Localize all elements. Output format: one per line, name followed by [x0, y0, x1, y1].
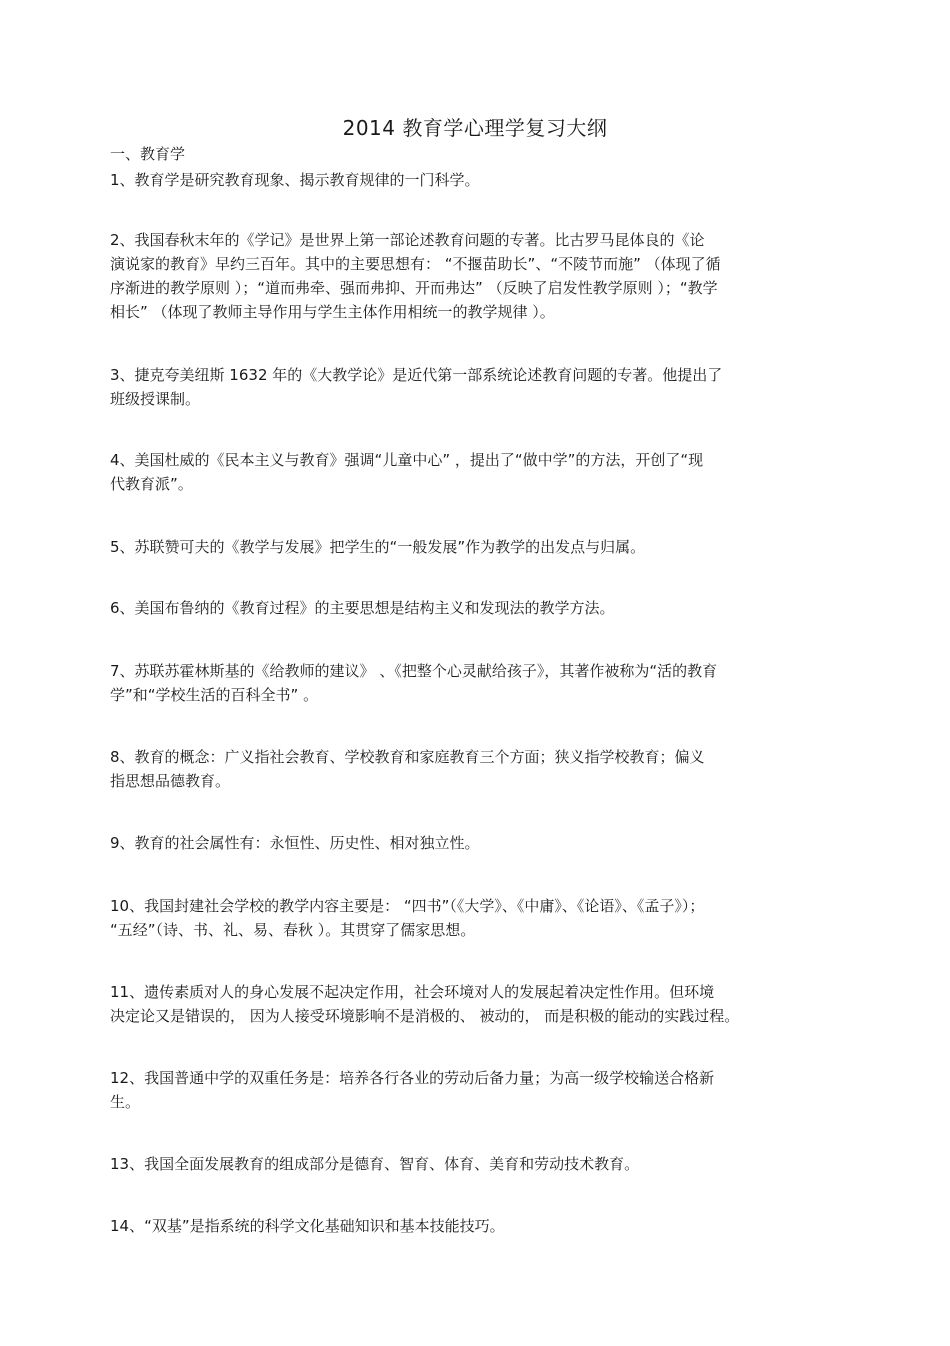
item-line: 班级授课制。 — [110, 390, 201, 408]
list-item — [110, 659, 845, 707]
list-item — [110, 363, 845, 411]
item-line: 相长” （体现了教师主导作用与学生主体作用相统一的教学规律 ）。 — [110, 303, 555, 321]
item-line: 3、捷克夸美纽斯 1632 年的《大教学论》是近代第一部系统论述教育问题的专著。他提出了 — [110, 366, 723, 384]
list-item — [110, 831, 845, 855]
item-line: 8、教育的概念：广义指社会教育、学校教育和家庭教育三个方面；狭义指学校教育；偏义 — [110, 748, 705, 766]
item-line: 10、我国封建社会学校的教学内容主要是： “四书”（《大学》、《中庸》、《论语》、《孟子》）； — [110, 897, 705, 915]
item-line: 11、遗传素质对人的身心发展不起决定作用，社会环境对人的发展起着决定性作用。但环境 — [110, 983, 715, 1001]
list-item — [110, 1214, 845, 1238]
item-line: 生。 — [110, 1093, 141, 1111]
item-line: 1、教育学是研究教育现象、揭示教育规律的一门科学。 — [110, 171, 480, 189]
item-line: 2、我国春秋末年的《学记》是世界上第一部论述教育问题的专著。比古罗马昆体良的《论 — [110, 231, 705, 249]
item-line: 7、苏联苏霍林斯基的《给教师的建议》 、《把整个心灵献给孩子》，其著作被称为“活的教育 — [110, 662, 718, 680]
list-item — [110, 894, 845, 942]
item-line: 决定论又是错误的， 因为人接受环境影响不是消极的、 被动的， 而是积极的能动的实践过程。 — [110, 1007, 740, 1025]
list-item — [110, 1152, 845, 1176]
item-line: 14、“双基”是指系统的科学文化基础知识和基本技能技巧。 — [110, 1217, 505, 1235]
item-line: 序渐进的教学原则 ）；“道而弗牵、强而弗抑、开而弗达” （反映了启发性教学原则 ）；“教学 — [110, 279, 718, 297]
item-line: 指思想品德教育。 — [110, 772, 231, 790]
list-item — [110, 1066, 845, 1114]
item-line: 13、我国全面发展教育的组成部分是德育、智育、体育、美育和劳动技术教育。 — [110, 1155, 640, 1173]
item-line: 6、美国布鲁纳的《教育过程》的主要思想是结构主义和发现法的教学方法。 — [110, 599, 615, 617]
item-line: “五经”（诗、书、礼、易、春秋 ）。其贯穿了儒家思想。 — [110, 921, 476, 939]
list-item — [110, 745, 845, 793]
list-item — [110, 535, 845, 559]
item-line: 演说家的教育》早约三百年。其中的主要思想有： “不揠苗助长”、“不陵节而施” （体现了循 — [110, 255, 721, 273]
item-line: 4、美国杜威的《民本主义与教育》强调“儿童中心” ，提出了“做中学”的方法，开创了“现 — [110, 451, 704, 469]
item-line: 5、苏联赞可夫的《教学与发展》把学生的“一般发展”作为教学的出发点与归属。 — [110, 538, 646, 556]
document-title: 2014 教育学心理学复习大纲 — [342, 116, 608, 140]
item-line: 代教育派”。 — [110, 475, 193, 493]
list-item — [110, 168, 845, 192]
list-item — [110, 228, 845, 324]
item-line: 学”和“学校生活的百科全书” 。 — [110, 686, 319, 704]
list-item — [110, 448, 845, 496]
item-line: 12、我国普通中学的双重任务是：培养各行各业的劳动后备力量；为高一级学校输送合格新 — [110, 1069, 715, 1087]
list-item — [110, 596, 845, 620]
list-item — [110, 980, 845, 1028]
item-line: 9、教育的社会属性有：永恒性、历史性、相对独立性。 — [110, 834, 480, 852]
section-heading: 一、教育学 — [110, 145, 186, 163]
